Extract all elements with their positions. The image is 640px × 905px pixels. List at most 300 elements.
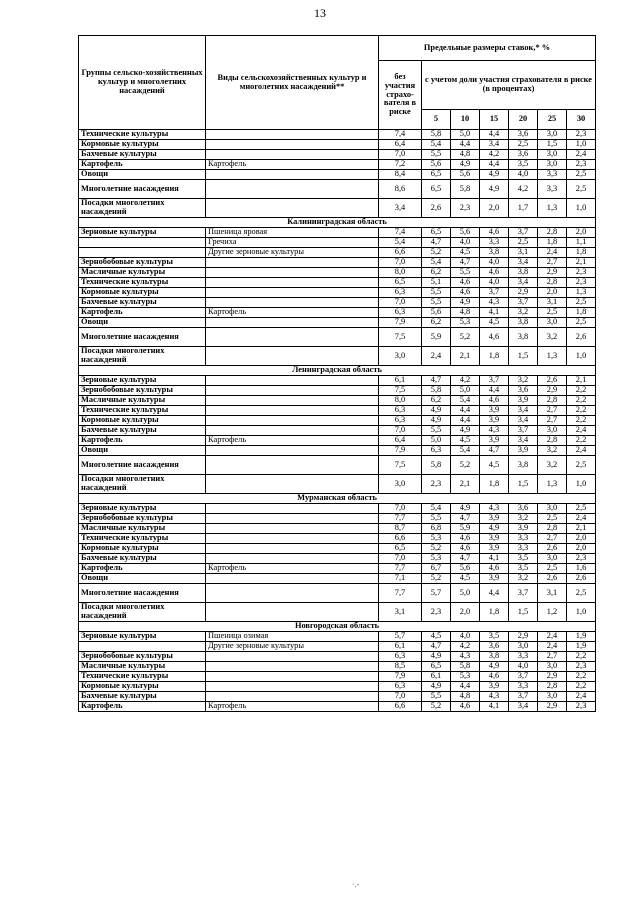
rate-share-cell: 6,1 [422,672,451,682]
crop-group-cell: Многолетние насаждения [79,584,206,603]
header-group: Группы сельско-хозяйственных культур и многолетних насаждений [79,36,206,130]
rate-share-cell: 5,6 [451,170,480,180]
crop-group-cell: Масличные культуры [79,662,206,672]
table-row [79,376,596,386]
rate-share-cell: 4,0 [509,662,538,672]
rate-share-cell: 4,3 [480,692,509,702]
rate-no-risk-cell: 8,4 [379,170,422,180]
rate-share-cell: 4,2 [451,376,480,386]
table-row [79,228,596,238]
rate-share-cell: 5,1 [422,278,451,288]
table-row [79,682,596,692]
rate-no-risk-cell: 3,0 [379,347,422,366]
rate-no-risk-cell: 6,4 [379,140,422,150]
rate-share-cell: 1,0 [567,603,596,622]
rate-share-cell: 3,0 [509,642,538,652]
rate-share-cell: 1,5 [509,475,538,494]
rate-share-cell: 3,7 [509,298,538,308]
rate-share-cell: 5,5 [422,514,451,524]
rate-share-cell: 3,4 [480,140,509,150]
crop-type-cell: Картофель [206,702,379,712]
rate-share-cell: 4,9 [480,170,509,180]
rate-share-cell: 3,3 [538,170,567,180]
rate-share-cell: 3,6 [480,642,509,652]
rate-share-cell: 4,5 [480,456,509,475]
rate-share-cell: 6,8 [422,524,451,534]
rate-share-cell: 3,0 [538,150,567,160]
region-name: Новгородская область [79,622,596,632]
crop-group-cell: Бахчевые культуры [79,426,206,436]
crop-group-cell [79,248,206,258]
rate-share-cell: 5,2 [422,248,451,258]
rate-share-cell: 1,0 [567,199,596,218]
crop-type-cell [206,603,379,622]
table-row [79,642,596,652]
rate-share-cell: 2,6 [538,574,567,584]
rate-share-cell: 3,9 [480,534,509,544]
rate-share-cell: 3,3 [509,682,538,692]
rate-no-risk-cell: 3,0 [379,475,422,494]
rate-no-risk-cell: 6,1 [379,642,422,652]
crop-group-cell: Посадки многолетних насаждений [79,603,206,622]
rate-share-cell: 5,6 [451,564,480,574]
crop-type-cell [206,662,379,672]
rate-share-cell: 5,6 [422,160,451,170]
rate-no-risk-cell: 8,5 [379,662,422,672]
rate-share-cell: 5,4 [422,504,451,514]
region-name: Ленинградская область [79,366,596,376]
rate-share-cell: 5,0 [451,386,480,396]
crop-type-cell [206,514,379,524]
table-row [79,426,596,436]
rate-no-risk-cell: 6,5 [379,278,422,288]
rate-share-cell: 3,0 [538,318,567,328]
rate-share-cell: 6,7 [422,564,451,574]
crop-group-cell: Масличные культуры [79,396,206,406]
rate-share-cell: 3,3 [538,180,567,199]
rate-no-risk-cell: 7,0 [379,298,422,308]
table-row [79,238,596,248]
rate-share-cell: 3,6 [509,150,538,160]
rate-share-cell: 4,9 [480,524,509,534]
table-row [79,524,596,534]
rate-share-cell: 4,9 [451,160,480,170]
crop-group-cell: Бахчевые культуры [79,554,206,564]
crop-type-cell [206,446,379,456]
rate-share-cell: 4,8 [451,692,480,702]
rate-share-cell: 2,5 [538,564,567,574]
rate-share-cell: 2,5 [567,318,596,328]
rate-share-cell: 1,7 [509,199,538,218]
rate-share-cell: 5,6 [451,228,480,238]
crop-type-cell [206,524,379,534]
crop-type-cell [206,347,379,366]
crop-type-cell [206,199,379,218]
crop-type-cell: Другие зерновые культуры [206,642,379,652]
rate-share-cell: 4,0 [451,238,480,248]
rate-share-cell: 5,8 [451,662,480,672]
rate-share-cell: 6,5 [422,180,451,199]
table-header [79,36,596,130]
crop-type-cell: Картофель [206,308,379,318]
rate-share-cell: 3,0 [538,130,567,140]
rate-share-cell: 4,9 [451,298,480,308]
rate-share-cell: 2,5 [567,456,596,475]
rate-share-cell: 3,3 [480,238,509,248]
crop-group-cell: Зерновые культуры [79,376,206,386]
rate-share-cell: 4,3 [480,426,509,436]
table-row [79,150,596,160]
table-row [79,456,596,475]
rate-share-cell: 2,9 [509,632,538,642]
rate-share-cell: 3,8 [509,318,538,328]
rate-no-risk-cell: 7,5 [379,328,422,347]
rate-share-cell: 3,9 [480,514,509,524]
table-row [79,574,596,584]
rate-share-cell: 3,9 [509,524,538,534]
rate-share-cell: 2,7 [538,652,567,662]
insurance-rates-table [78,35,596,712]
crop-type-cell [206,288,379,298]
rate-share-cell: 2,1 [451,475,480,494]
rate-share-cell: 2,4 [538,632,567,642]
rate-share-cell: 4,1 [480,308,509,318]
crop-group-cell: Кормовые культуры [79,140,206,150]
crop-group-cell: Зерновые культуры [79,504,206,514]
table-row [79,416,596,426]
rate-share-cell: 3,0 [538,504,567,514]
rate-share-cell: 2,8 [538,396,567,406]
rate-share-cell: 3,9 [509,396,538,406]
rate-share-cell: 2,0 [451,603,480,622]
rate-share-cell: 4,3 [480,504,509,514]
rate-share-cell: 3,3 [509,544,538,554]
rate-share-cell: 4,1 [480,554,509,564]
rate-share-cell: 2,3 [451,199,480,218]
region-name: Калининградская область [79,218,596,228]
rate-share-cell: 5,5 [422,298,451,308]
rate-share-cell: 5,5 [451,268,480,278]
rate-no-risk-cell: 7,0 [379,692,422,702]
rate-share-cell: 3,9 [480,574,509,584]
rate-share-cell: 5,3 [451,318,480,328]
page-number: 13 [314,6,326,20]
crop-group-cell: Масличные культуры [79,268,206,278]
rate-share-cell: 5,2 [422,702,451,712]
rate-no-risk-cell: 7,5 [379,386,422,396]
rate-share-cell: 1,8 [567,248,596,258]
rate-share-cell: 4,6 [480,564,509,574]
rate-no-risk-cell: 6,3 [379,682,422,692]
rate-share-cell: 3,5 [509,160,538,170]
crop-group-cell [79,238,206,248]
rate-share-cell: 4,0 [509,170,538,180]
rate-share-cell: 5,9 [451,524,480,534]
rate-share-cell: 5,2 [422,544,451,554]
rate-no-risk-cell: 7,5 [379,456,422,475]
rate-share-cell: 2,7 [538,416,567,426]
crop-type-cell [206,328,379,347]
table-row [79,436,596,446]
rate-no-risk-cell: 7,9 [379,446,422,456]
crop-group-cell: Масличные культуры [79,524,206,534]
rate-share-cell: 2,7 [538,258,567,268]
rate-share-cell: 3,5 [509,564,538,574]
rate-share-cell: 5,0 [451,584,480,603]
crop-group-cell: Многолетние насаждения [79,456,206,475]
rate-share-cell: 4,5 [451,248,480,258]
crop-type-cell [206,170,379,180]
rate-share-cell: 4,2 [509,180,538,199]
region-row [79,494,596,504]
rate-share-cell: 3,2 [509,308,538,318]
rate-share-cell: 2,8 [538,682,567,692]
rate-share-cell: 2,1 [567,524,596,534]
rate-share-cell: 2,2 [567,682,596,692]
rate-share-cell: 3,4 [509,416,538,426]
table-row [79,386,596,396]
rate-no-risk-cell: 7,0 [379,258,422,268]
header-share-15: 15 [480,110,509,130]
rate-share-cell: 2,6 [567,574,596,584]
rate-no-risk-cell: 6,6 [379,534,422,544]
crop-type-cell [206,652,379,662]
crop-type-cell: Другие зерновые культуры [206,248,379,258]
rate-share-cell: 3,2 [538,446,567,456]
table-row [79,278,596,288]
table-row [79,662,596,672]
crop-group-cell: Овощи [79,446,206,456]
rate-share-cell: 2,4 [567,426,596,436]
rate-share-cell: 5,2 [451,456,480,475]
rate-share-cell: 2,6 [538,544,567,554]
rate-share-cell: 4,4 [451,682,480,692]
rate-share-cell: 4,9 [422,416,451,426]
table-row [79,308,596,318]
rate-share-cell: 4,7 [422,642,451,652]
crop-group-cell: Бахчевые культуры [79,692,206,702]
rate-share-cell: 5,0 [422,436,451,446]
rate-share-cell: 5,3 [422,534,451,544]
crop-type-cell [206,426,379,436]
rate-share-cell: 3,8 [509,456,538,475]
table-row [79,672,596,682]
rate-share-cell: 3,5 [480,632,509,642]
rate-share-cell: 2,3 [567,130,596,140]
rate-share-cell: 2,5 [509,238,538,248]
table-row [79,584,596,603]
crop-group-cell [79,642,206,652]
rate-share-cell: 2,5 [538,514,567,524]
rate-share-cell: 4,3 [480,298,509,308]
rate-share-cell: 2,8 [538,436,567,446]
table-row [79,180,596,199]
rate-share-cell: 2,5 [509,140,538,150]
rate-share-cell: 3,9 [480,682,509,692]
rate-share-cell: 3,2 [509,376,538,386]
header-limit: Предельные размеры ставок,* % [379,36,596,61]
rate-share-cell: 2,4 [567,446,596,456]
table-row [79,406,596,416]
rate-share-cell: 1,6 [567,564,596,574]
crop-type-cell [206,376,379,386]
table-row [79,534,596,544]
rate-no-risk-cell: 6,6 [379,248,422,258]
rate-share-cell: 2,5 [567,298,596,308]
rate-share-cell: 3,0 [538,160,567,170]
crop-type-cell [206,504,379,514]
table-row [79,288,596,298]
rate-share-cell: 5,8 [422,456,451,475]
rate-share-cell: 3,6 [509,130,538,140]
header-share-20: 20 [509,110,538,130]
crop-type-cell: Картофель [206,436,379,446]
rate-no-risk-cell: 3,4 [379,199,422,218]
rate-share-cell: 3,4 [509,278,538,288]
rate-no-risk-cell: 6,3 [379,308,422,318]
rate-share-cell: 3,0 [538,426,567,436]
rate-share-cell: 4,8 [451,150,480,160]
crop-type-cell [206,180,379,199]
crop-group-cell: Зернобобовые культуры [79,652,206,662]
rate-share-cell: 3,1 [538,298,567,308]
crop-type-cell [206,554,379,564]
rate-share-cell: 4,5 [422,632,451,642]
crop-group-cell: Технические культуры [79,278,206,288]
rate-share-cell: 5,3 [422,554,451,564]
rate-share-cell: 1,5 [538,140,567,150]
crop-group-cell: Кормовые культуры [79,544,206,554]
rate-share-cell: 2,2 [567,436,596,446]
rate-no-risk-cell: 5,7 [379,632,422,642]
table-row [79,258,596,268]
rate-share-cell: 2,2 [567,652,596,662]
crop-group-cell: Зернобобовые культуры [79,258,206,268]
rate-share-cell: 4,7 [451,554,480,564]
crop-type-cell [206,416,379,426]
rate-share-cell: 1,8 [538,238,567,248]
crop-type-cell [206,544,379,554]
header-share-5: 5 [422,110,451,130]
rate-share-cell: 6,5 [422,170,451,180]
rate-share-cell: 4,7 [451,258,480,268]
rate-share-cell: 2,4 [538,642,567,652]
rate-share-cell: 2,2 [567,396,596,406]
rate-share-cell: 1,3 [538,199,567,218]
rate-no-risk-cell: 6,3 [379,416,422,426]
rate-share-cell: 4,5 [451,436,480,446]
region-row [79,622,596,632]
rate-share-cell: 4,6 [480,396,509,406]
rate-share-cell: 1,8 [480,475,509,494]
crop-group-cell: Овощи [79,170,206,180]
rate-share-cell: 3,6 [509,386,538,396]
header-no-risk: без участия страхо-вателя в риске [379,61,422,130]
crop-group-cell: Картофель [79,564,206,574]
crop-group-cell: Посадки многолетних насаждений [79,347,206,366]
crop-type-cell [206,298,379,308]
rate-share-cell: 4,4 [480,386,509,396]
table-row [79,396,596,406]
rate-share-cell: 2,0 [567,228,596,238]
rate-share-cell: 5,4 [422,140,451,150]
table-row [79,446,596,456]
rate-share-cell: 3,2 [538,456,567,475]
crop-type-cell [206,672,379,682]
crop-type-cell [206,258,379,268]
rate-share-cell: 5,5 [422,692,451,702]
rate-share-cell: 3,9 [480,544,509,554]
rate-share-cell: 2,4 [567,514,596,524]
rate-share-cell: 2,0 [567,534,596,544]
crop-group-cell: Бахчевые культуры [79,150,206,160]
rate-share-cell: 4,8 [451,308,480,318]
header-share-30: 30 [567,110,596,130]
rate-share-cell: 4,6 [451,702,480,712]
region-row [79,366,596,376]
rate-share-cell: 3,2 [509,574,538,584]
crop-group-cell: Картофель [79,308,206,318]
table-row [79,692,596,702]
rate-share-cell: 3,3 [509,652,538,662]
rate-share-cell: 1,0 [567,347,596,366]
rate-share-cell: 3,7 [509,692,538,702]
crop-group-cell: Картофель [79,160,206,170]
rate-share-cell: 5,5 [422,150,451,160]
rate-share-cell: 2,3 [422,603,451,622]
rate-share-cell: 2,0 [567,544,596,554]
crop-group-cell: Технические культуры [79,672,206,682]
header-with-share: с учетом доли участия страхователя в риске (в процентах) [422,61,596,110]
crop-group-cell: Технические культуры [79,406,206,416]
rate-share-cell: 5,6 [422,308,451,318]
rate-share-cell: 2,9 [538,268,567,278]
rate-share-cell: 4,0 [451,632,480,642]
rate-no-risk-cell: 7,0 [379,426,422,436]
rate-no-risk-cell: 6,4 [379,436,422,446]
crop-type-cell [206,396,379,406]
rate-share-cell: 1,2 [538,603,567,622]
rate-no-risk-cell: 8,0 [379,268,422,278]
region-name: Мурманская область [79,494,596,504]
rate-share-cell: 4,6 [480,672,509,682]
rate-share-cell: 2,9 [538,386,567,396]
table-row [79,140,596,150]
rate-share-cell: 2,4 [567,150,596,160]
crop-group-cell: Картофель [79,436,206,446]
rate-share-cell: 2,3 [567,268,596,278]
rate-no-risk-cell: 6,1 [379,376,422,386]
table-row [79,318,596,328]
rate-share-cell: 4,6 [451,534,480,544]
rate-share-cell: 3,8 [480,248,509,258]
rate-share-cell: 5,8 [422,386,451,396]
rate-share-cell: 5,3 [451,672,480,682]
crop-group-cell: Овощи [79,318,206,328]
rate-share-cell: 1,9 [567,632,596,642]
rate-share-cell: 3,4 [509,258,538,268]
table-row [79,475,596,494]
rate-share-cell: 3,8 [509,268,538,278]
rate-share-cell: 2,1 [567,258,596,268]
crop-type-cell [206,456,379,475]
rate-share-cell: 2,6 [567,328,596,347]
crop-type-cell [206,130,379,140]
rate-share-cell: 3,0 [538,554,567,564]
crop-type-cell [206,475,379,494]
rate-share-cell: 1,3 [538,475,567,494]
rate-share-cell: 3,7 [509,584,538,603]
